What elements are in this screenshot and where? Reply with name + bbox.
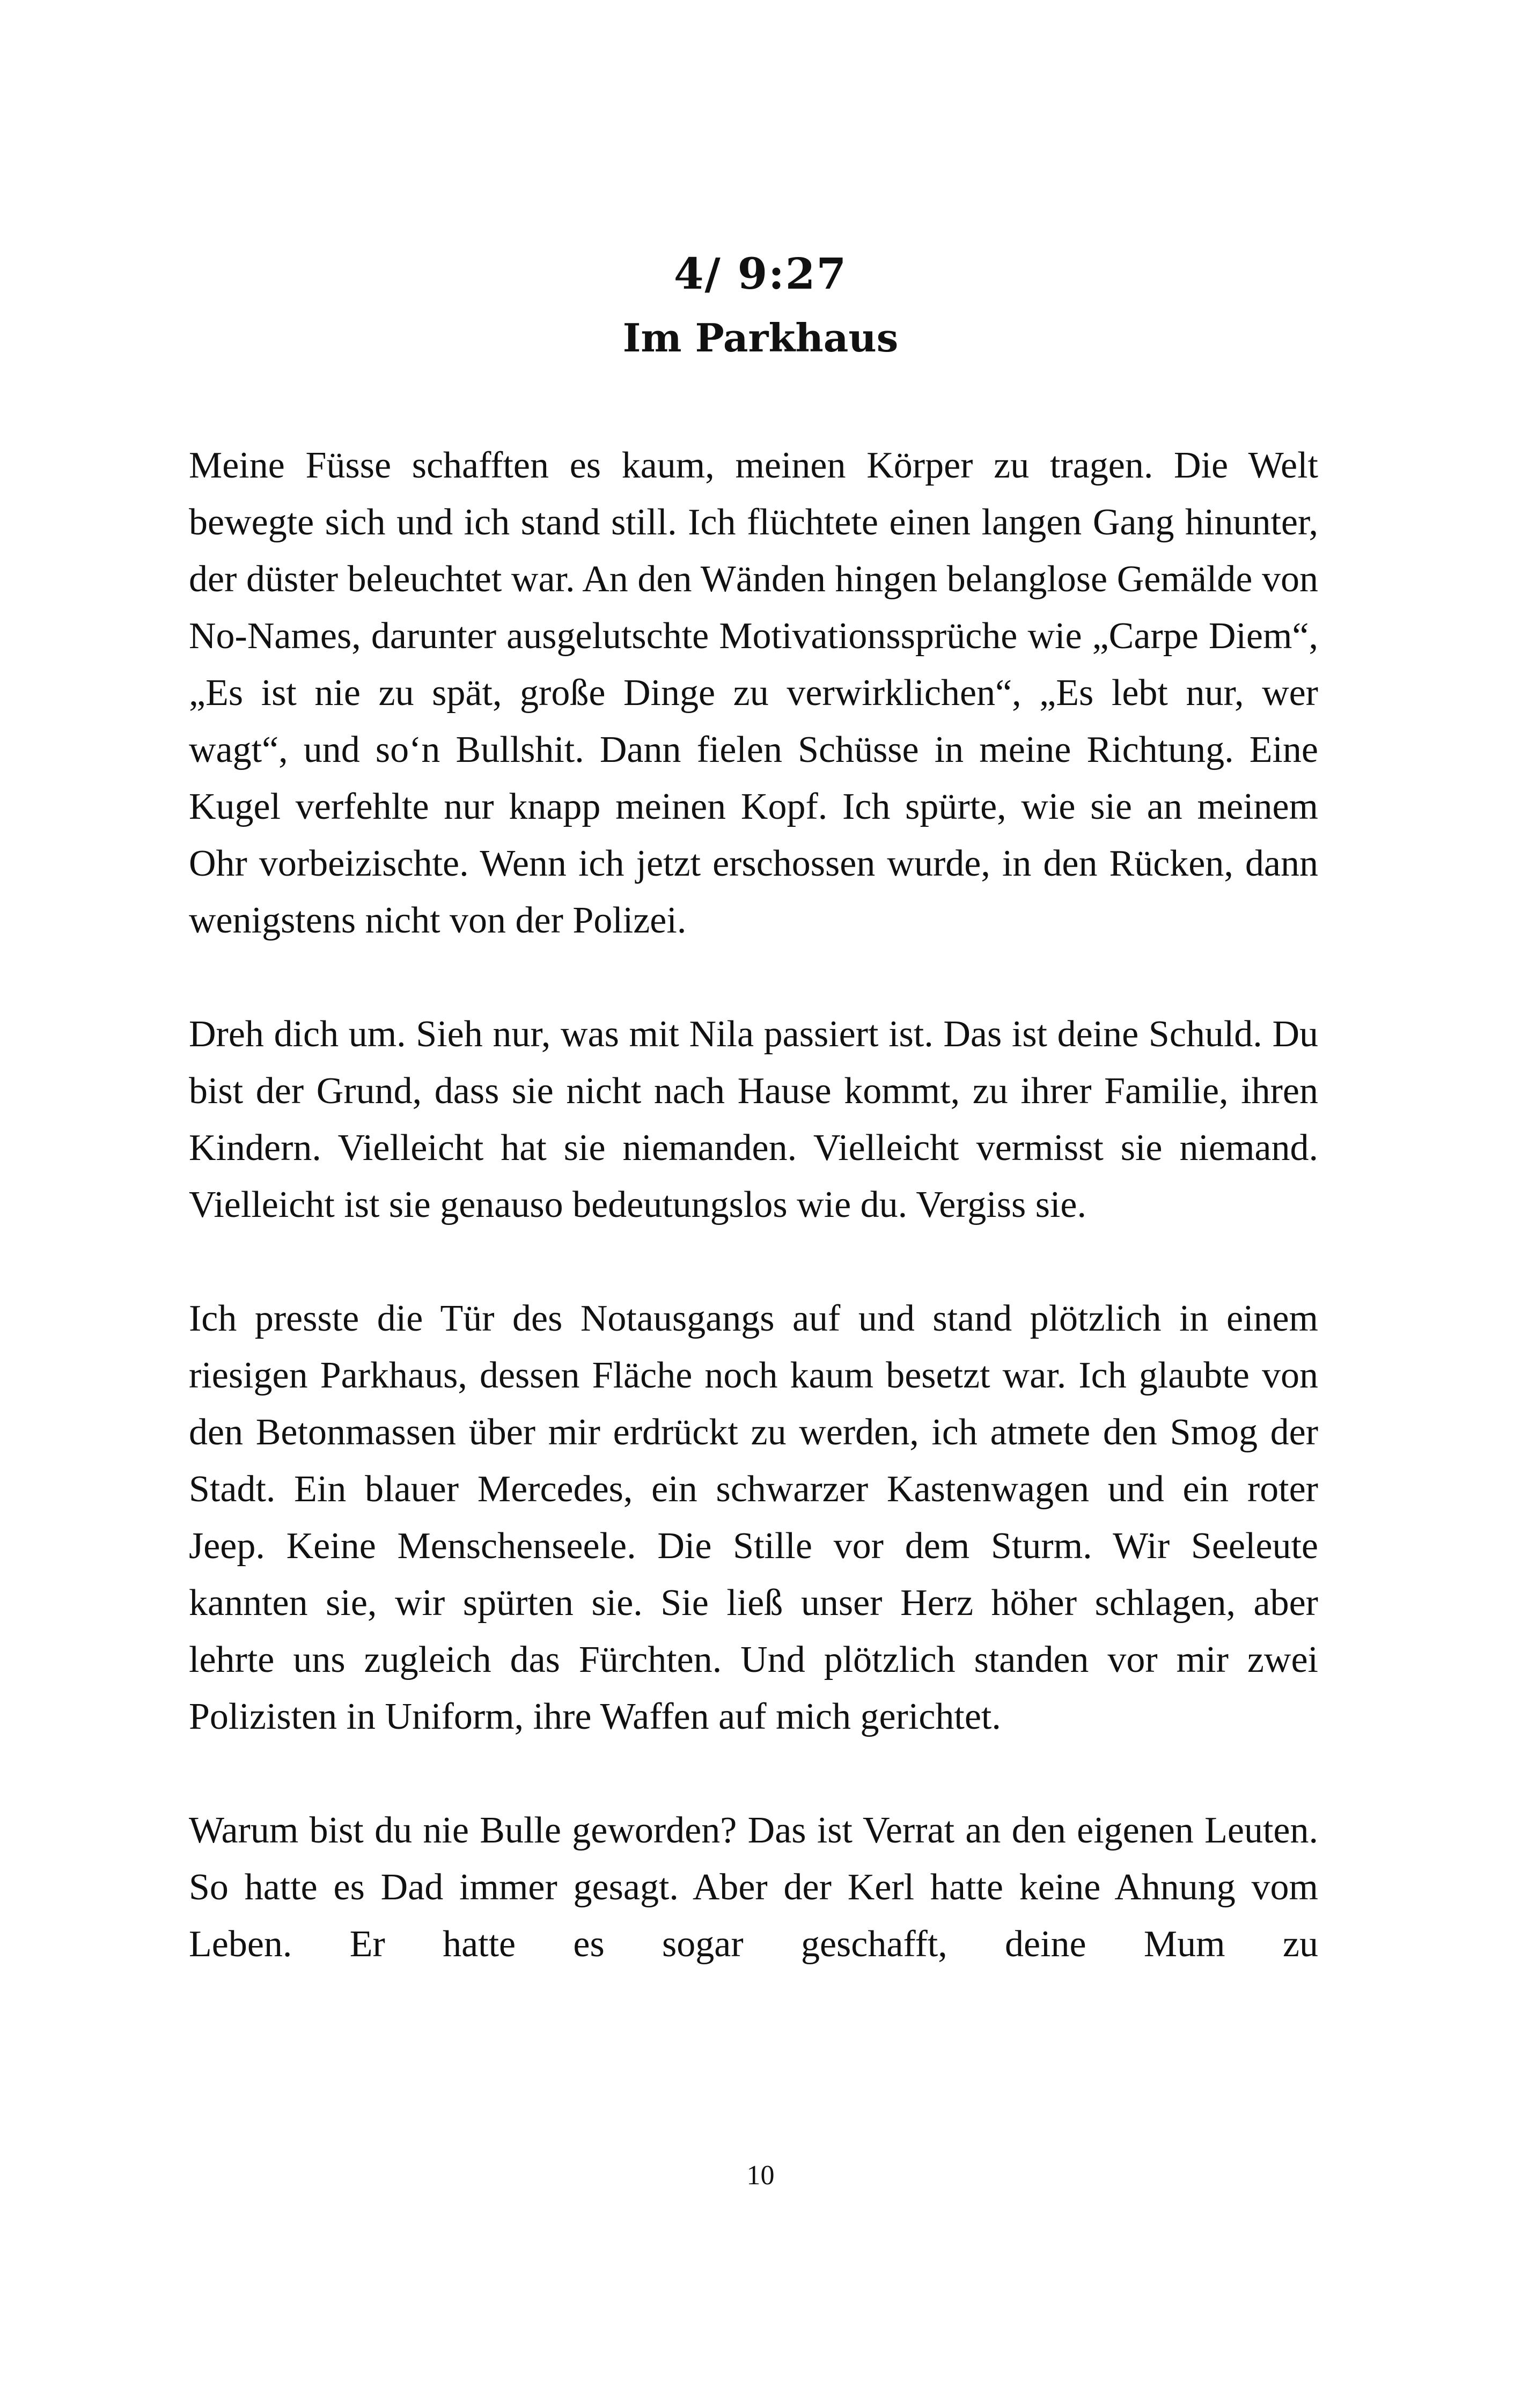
chapter-title: Im Parkhaus [622,315,899,361]
body-text [189,437,1318,1973]
chapter-number: 4/ 9:27 [673,248,848,299]
page-number: 10 [746,2160,775,2191]
paragraph: Dreh dich um. Sieh nur, was mit Nila passiert ist. Das ist deine Schuld. Du bist der Grund, dass sie nicht nach Hause kommt, zu ihrer Familie, ihren Kindern. Vielleicht hat sie niemanden. Vielleicht vermisst sie niemand. Vielleicht ist sie genauso bedeutungslos wie du. Vergiss sie. [189,1014,1318,1225]
paragraph: Warum bist du nie Bulle geworden? Das ist Verrat an den eigenen Leuten. So hatte es Dad immer gesagt. Aber der Kerl hatte keine Ahnung vom Leben. Er hatte es sogar geschafft, deine Mum zu [189,1810,1318,1965]
paragraph: Meine Füsse schafften es kaum, meinen Körper zu tragen. Die Welt bewegte sich und ich stand still. Ich flüchtete einen langen Gang hinunter, der düster beleuchtet war. An den Wänden hingen belanglose Gemälde von No-Names, darunter ausgelutschte Motivationssprüche wie „Carpe Diem“, „Es ist nie zu spät, große Dinge zu verwirklichen“, „Es lebt nur, wer wagt“, und so‘n Bullshit. Dann fielen Schüsse in meine Richtung. Eine Kugel verfehlte nur knapp meinen Kopf. Ich spürte, wie sie an meinem Ohr vorbeizischte. Wenn ich jetzt erschossen wurde, in den Rücken, dann wenigstens nicht von der Polizei. [189,445,1318,941]
paragraph: Ich presste die Tür des Notausgangs auf und stand plötzlich in einem riesigen Parkhaus, dessen Fläche noch kaum besetzt war. Ich glaubte von den Betonmassen über mir erdrückt zu werden, ich atmete den Smog der Stadt. Ein blauer Mercedes, ein schwarzer Kastenwagen und ein roter Jeep. Keine Menschenseele. Die Stille vor dem Sturm. Wir Seeleute kannten sie, wir spürten sie. Sie ließ unser Herz höher schlagen, aber lehrte uns zugleich das Fürchten. Und plötzlich standen vor mir zwei Polizisten in Uniform, ihre Waffen auf mich gerichtet. [189,1298,1318,1737]
